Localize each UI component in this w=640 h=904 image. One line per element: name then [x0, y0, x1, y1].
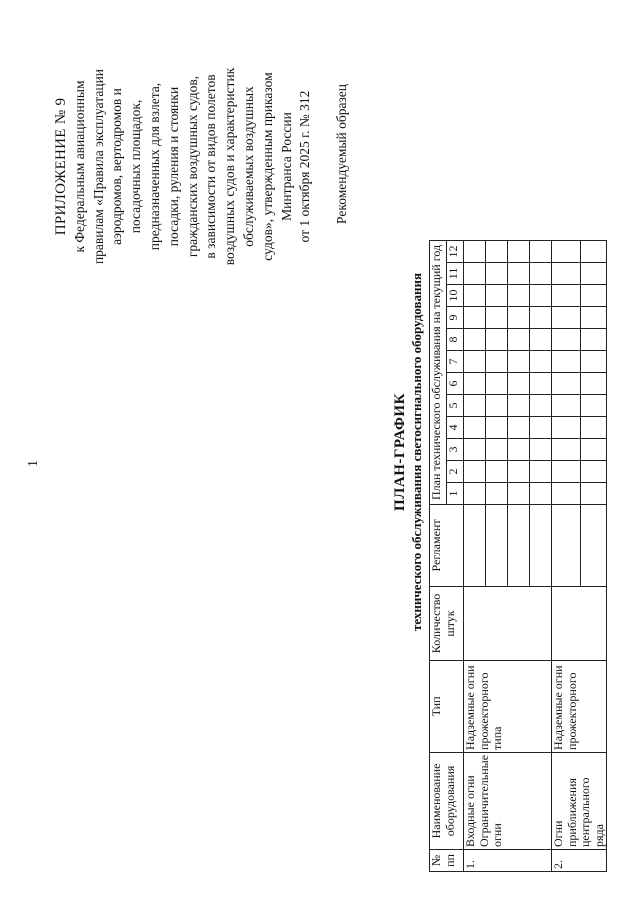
appendix-line: посадки, руления и стоянки [165, 86, 181, 247]
header-type: Тип [430, 660, 464, 752]
header-reg: Регламент [430, 504, 464, 586]
appendix-line: аэродромов, вертодромов и [109, 88, 125, 245]
header-month: 11 [447, 262, 464, 284]
page-number: 1 [26, 460, 41, 467]
appendix-line: воздушных судов и характеристик [222, 67, 238, 266]
row-reg [552, 504, 581, 586]
header-month: 2 [447, 460, 464, 482]
header-month: 3 [447, 438, 464, 460]
header-name: Наименование оборудования [430, 752, 464, 849]
table-row [464, 240, 486, 871]
header-num: № пп [430, 850, 464, 872]
sample-label: Рекомендуемый образец [334, 83, 349, 224]
header-month: 4 [447, 416, 464, 438]
header-plan: План технического обслуживания на текущий год [430, 240, 447, 504]
header-month: 5 [447, 394, 464, 416]
plan-title: ПЛАН-ГРАФИК [392, 393, 408, 511]
appendix-line: Минтранса России [278, 112, 294, 221]
appendix-line: в зависимости от видов полетов [203, 74, 219, 259]
appendix-line: обслуживаемых воздушных [240, 86, 256, 247]
header-month: 1 [447, 482, 464, 504]
appendix-line: посадочных площадок, [128, 99, 144, 234]
header-month: 7 [447, 350, 464, 372]
row-qty [464, 586, 552, 660]
appendix-line: судов», утвержденным приказом [259, 72, 275, 261]
schedule-table [429, 240, 607, 872]
row-qty [552, 586, 607, 660]
appendix-line: к Федеральным авиационным [71, 80, 87, 253]
header-month: 6 [447, 372, 464, 394]
plan-subtitle: технического обслуживания светосигнального оборудования [409, 272, 424, 632]
row-num: 2. [552, 850, 607, 872]
row-name-1: Входные огни [463, 775, 477, 847]
appendix-title: ПРИЛОЖЕНИЕ № 9 [53, 97, 69, 236]
appendix-header [52, 49, 315, 284]
header-month: 9 [447, 306, 464, 328]
row-type: Надземные огни прожекторного [552, 660, 607, 752]
appendix-line: от 1 октября 2025 г. № 312 [297, 90, 313, 243]
appendix-line: предназначенных для взлета, [146, 82, 162, 251]
row-num: 1. [464, 850, 552, 872]
row-reg [464, 504, 486, 586]
row-name [464, 752, 552, 849]
header-month: 10 [447, 284, 464, 306]
header-qty: Количество штук [430, 586, 464, 660]
header-month: 8 [447, 328, 464, 350]
row-name-2: Ограничительные огни [476, 754, 504, 847]
appendix-line: правилам «Правила эксплуатации [90, 68, 106, 265]
appendix-line: гражданских воздушных судов, [184, 75, 200, 258]
row-name: Огни приближения центрального ряда [552, 752, 607, 849]
table-row [552, 240, 581, 871]
row-type: Надземные огни прожекторного типа [464, 660, 552, 752]
header-month: 12 [447, 240, 464, 262]
